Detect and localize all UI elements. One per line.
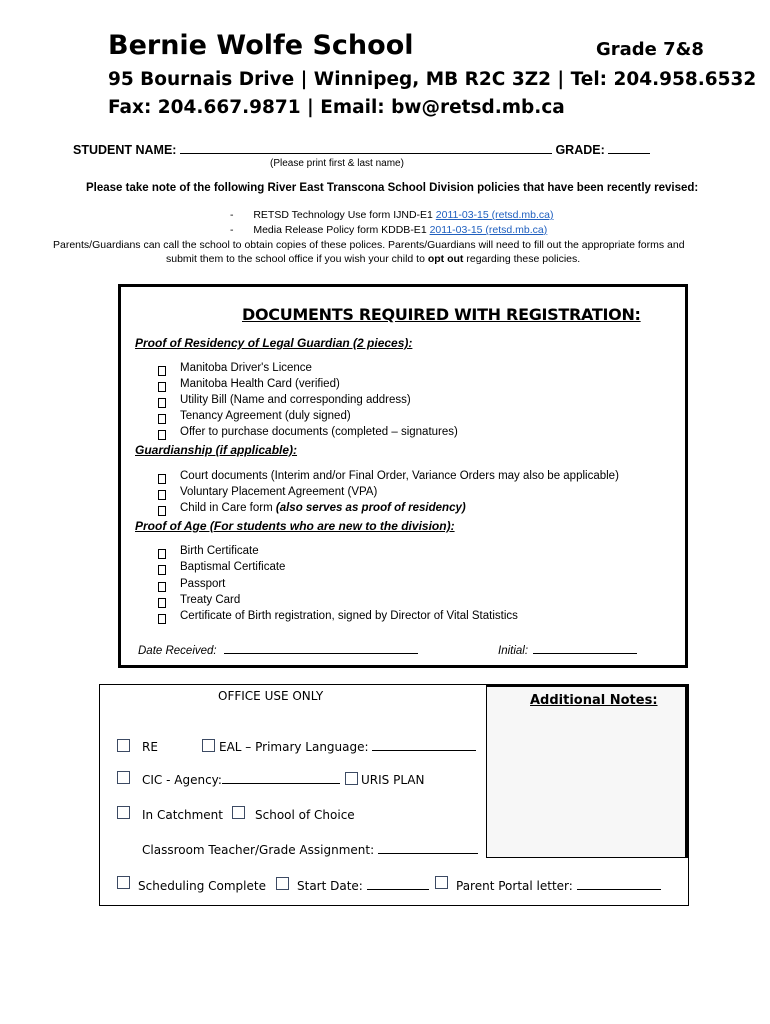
guardianship-heading: Guardianship (if applicable): [135, 443, 298, 457]
address-line: 95 Bournais Drive | Winnipeg, MB R2C 3Z2 | Tel: 204.958.6532 [108, 69, 757, 90]
residency-heading: Proof of Residency of Legal Guardian (2 pieces): [135, 336, 413, 350]
policy-item [230, 209, 554, 221]
parent-portal-row [456, 879, 661, 893]
parent-portal-checkbox[interactable] [435, 876, 448, 889]
list-item-text: Child in Care form [180, 502, 276, 514]
scheduling-checkbox[interactable] [117, 876, 130, 889]
list-item: Manitoba Driver's Licence [180, 362, 312, 374]
parent-portal-field[interactable] [577, 889, 661, 890]
list-item: Treaty Card [180, 594, 241, 606]
re-label: RE [142, 740, 158, 754]
bullet-box-icon [158, 506, 166, 516]
policy-item [230, 224, 547, 236]
bullet-box-icon [158, 414, 166, 424]
bullet-box-icon [158, 430, 166, 440]
age-heading: Proof of Age (For students who are new to the division): [135, 519, 455, 533]
guardianship-note: (also serves as proof of residency) [275, 502, 466, 514]
list-item: Certificate of Birth registration, signed by Director of Vital Statistics [180, 610, 518, 622]
uris-checkbox[interactable] [345, 772, 358, 785]
policies-note-line2 [166, 253, 580, 265]
policy-link[interactable]: 2011-03-15 (retsd.mb.ca) [435, 209, 554, 221]
list-item: Court documents (Interim and/or Final Order, Variance Orders may also be applicable) [180, 470, 619, 482]
list-item: Baptismal Certificate [180, 561, 286, 573]
note-text: submit them to the school office if you wish your child to [166, 253, 428, 265]
cic-label: CIC - Agency: [142, 773, 222, 787]
school-of-choice-label: School of Choice [255, 808, 355, 822]
policy-dash: - [230, 224, 234, 236]
student-name-row [73, 143, 650, 157]
initial-label: Initial: [498, 645, 529, 657]
grade-label: GRADE: [555, 143, 605, 157]
classroom-field[interactable] [378, 853, 478, 854]
policy-dash: - [230, 209, 234, 221]
bullet-box-icon [158, 474, 166, 484]
name-hint: (Please print first & last name) [270, 158, 404, 169]
bullet-box-icon [158, 382, 166, 392]
additional-notes-box[interactable] [486, 684, 688, 858]
student-name-field[interactable] [180, 153, 552, 154]
date-received-label: Date Received: [138, 645, 217, 657]
student-name-label: STUDENT NAME: [73, 143, 177, 157]
policy-text: RETSD Technology Use form IJND-E1 [253, 209, 436, 221]
eal-language-field[interactable] [372, 750, 476, 751]
in-catchment-label: In Catchment [142, 808, 223, 822]
policies-note-line1: Parents/Guardians can call the school to obtain copies of these polices. Parents/Guardians will need to fill out the appropriate forms and [53, 239, 685, 251]
start-date-row [297, 879, 429, 893]
grades-label: Grade 7&8 [596, 39, 704, 60]
bullet-box-icon [158, 614, 166, 624]
eal-checkbox[interactable] [202, 739, 215, 752]
date-received-field[interactable] [224, 653, 418, 654]
list-item: Offer to purchase documents (completed – signatures) [180, 426, 458, 438]
eal-row [219, 740, 476, 754]
policy-link[interactable]: 2011-03-15 (retsd.mb.ca) [429, 224, 548, 236]
in-catchment-checkbox[interactable] [117, 806, 130, 819]
classroom-label: Classroom Teacher/Grade Assignment: [142, 843, 378, 857]
list-item: Manitoba Health Card (verified) [180, 378, 340, 390]
documents-title: DOCUMENTS REQUIRED WITH REGISTRATION: [242, 305, 641, 324]
list-item: Voluntary Placement Agreement (VPA) [180, 486, 378, 498]
opt-out-text: opt out [427, 253, 464, 265]
classroom-row [142, 843, 478, 857]
list-item: Birth Certificate [180, 545, 259, 557]
parent-portal-label: Parent Portal letter: [456, 879, 577, 893]
school-name: Bernie Wolfe School [108, 30, 414, 61]
additional-notes-title: Additional Notes: [530, 693, 658, 708]
school-of-choice-checkbox[interactable] [232, 806, 245, 819]
initial-field[interactable] [533, 653, 637, 654]
list-item: Utility Bill (Name and corresponding address) [180, 394, 411, 406]
list-item [180, 502, 466, 514]
start-date-field[interactable] [367, 889, 429, 890]
note-text: regarding these policies. [463, 253, 581, 265]
date-received-row [138, 645, 418, 657]
initial-row [498, 645, 637, 657]
policies-intro: Please take note of the following River East Transcona School Division policies that have been recently revised: [86, 182, 699, 194]
policy-text: Media Release Policy form KDDB-E1 [253, 224, 430, 236]
cic-agency-field[interactable] [222, 783, 340, 784]
re-checkbox[interactable] [117, 739, 130, 752]
contact-line: Fax: 204.667.9871 | Email: bw@retsd.mb.ca [108, 97, 565, 118]
bullet-box-icon [158, 490, 166, 500]
bullet-box-icon [158, 582, 166, 592]
start-date-checkbox[interactable] [276, 877, 289, 890]
bullet-box-icon [158, 398, 166, 408]
office-use-title: OFFICE USE ONLY [218, 689, 324, 703]
list-item: Tenancy Agreement (duly signed) [180, 410, 351, 422]
grade-field[interactable] [608, 153, 650, 154]
bullet-box-icon [158, 366, 166, 376]
uris-label: URIS PLAN [361, 773, 425, 787]
bullet-box-icon [158, 549, 166, 559]
start-date-label: Start Date: [297, 879, 367, 893]
eal-label: EAL – Primary Language: [219, 740, 373, 754]
bullet-box-icon [158, 565, 166, 575]
scheduling-label: Scheduling Complete [138, 879, 266, 893]
cic-checkbox[interactable] [117, 771, 130, 784]
list-item: Passport [180, 578, 226, 590]
bullet-box-icon [158, 598, 166, 608]
cic-row [142, 773, 340, 787]
